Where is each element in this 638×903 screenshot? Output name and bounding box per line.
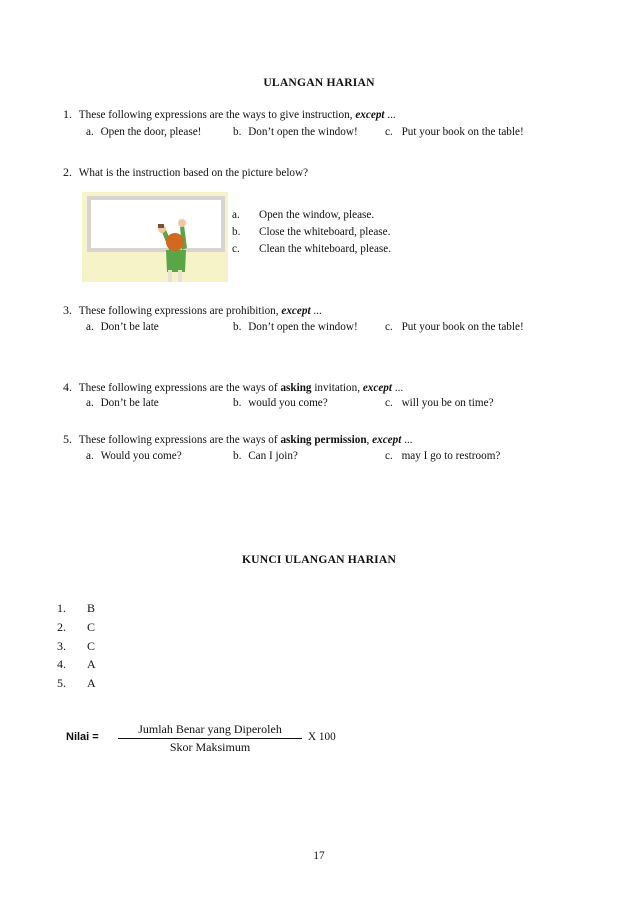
answer-key-title: KUNCI ULANGAN HARIAN [241,553,397,566]
q5-option-a: a. Would you come? [86,450,182,462]
q2-option-b: b. Close the whiteboard, please. [232,226,391,238]
q5-option-b: b. Can I join? [233,450,298,462]
question-bold-text: asking [280,382,312,394]
page-number: 17 [313,850,325,862]
formula-label: Nilai = [66,731,99,743]
q3-option-c: c. Put your book on the table! [385,321,524,333]
question-text: These following expressions are prohibition, [78,305,279,317]
ellipsis: ... [387,109,396,121]
question-1 [63,107,396,122]
keyword-except: except [362,382,393,394]
question-text: These following expressions are the ways to give instruction, [78,109,353,121]
answer-key-item: 3. C [57,639,96,653]
q3-option-a: a. Don’t be late [86,321,159,333]
q1-option-c: c. Put your book on the table! [385,126,524,138]
answer-key-item: 1. B [57,601,96,615]
q1-option-a: a. Open the door, please! [86,126,202,138]
question-number: 4. [63,380,72,394]
keyword-except: except [281,305,311,317]
page-title: ULANGAN HARIAN [263,76,375,89]
keyword-except: except [355,109,385,121]
fraction-line [118,738,302,739]
answer-key-item: 5. A [57,676,96,690]
q4-option-a: a. Don’t be late [86,397,159,409]
whiteboard-illustration [82,192,228,282]
question-4 [63,380,403,395]
q2-option-a: a. Open the window, please. [232,209,375,221]
answer-key-item: 2. C [57,620,96,634]
question-3 [63,303,322,318]
ellipsis: ... [313,305,322,317]
question-5 [63,432,413,447]
question-text-end: , [366,434,370,446]
question-2 [63,165,308,180]
formula-multiplier: X 100 [308,731,336,743]
question-text: What is the instruction based on the picture below? [78,167,309,179]
question-number: 1. [63,107,72,121]
q5-option-c: c. may I go to restroom? [385,450,501,462]
answer-key-item: 4. A [57,657,96,671]
question-text-end: invitation, [314,382,361,394]
question-number: 2. [63,165,72,179]
ellipsis: ... [394,382,404,394]
q4-option-c: c. will you be on time? [385,397,494,409]
q4-option-b: b. would you come? [233,397,328,409]
formula-numerator: Jumlah Benar yang Diperoleh [138,722,282,736]
q2-option-c: c. Clean the whiteboard, please. [232,243,392,255]
ellipsis: ... [404,434,413,446]
question-text: These following expressions are the ways of [78,434,278,446]
q1-option-b: b. Don’t open the window! [233,126,358,138]
q3-option-b: b. Don’t open the window! [233,321,358,333]
formula-denominator: Skor Maksimum [169,740,251,754]
question-text: These following expressions are the ways of [78,382,278,394]
question-number: 5. [63,432,72,446]
question-bold-text: asking permission [280,434,367,446]
question-number: 3. [63,303,72,317]
keyword-except: except [372,434,402,446]
